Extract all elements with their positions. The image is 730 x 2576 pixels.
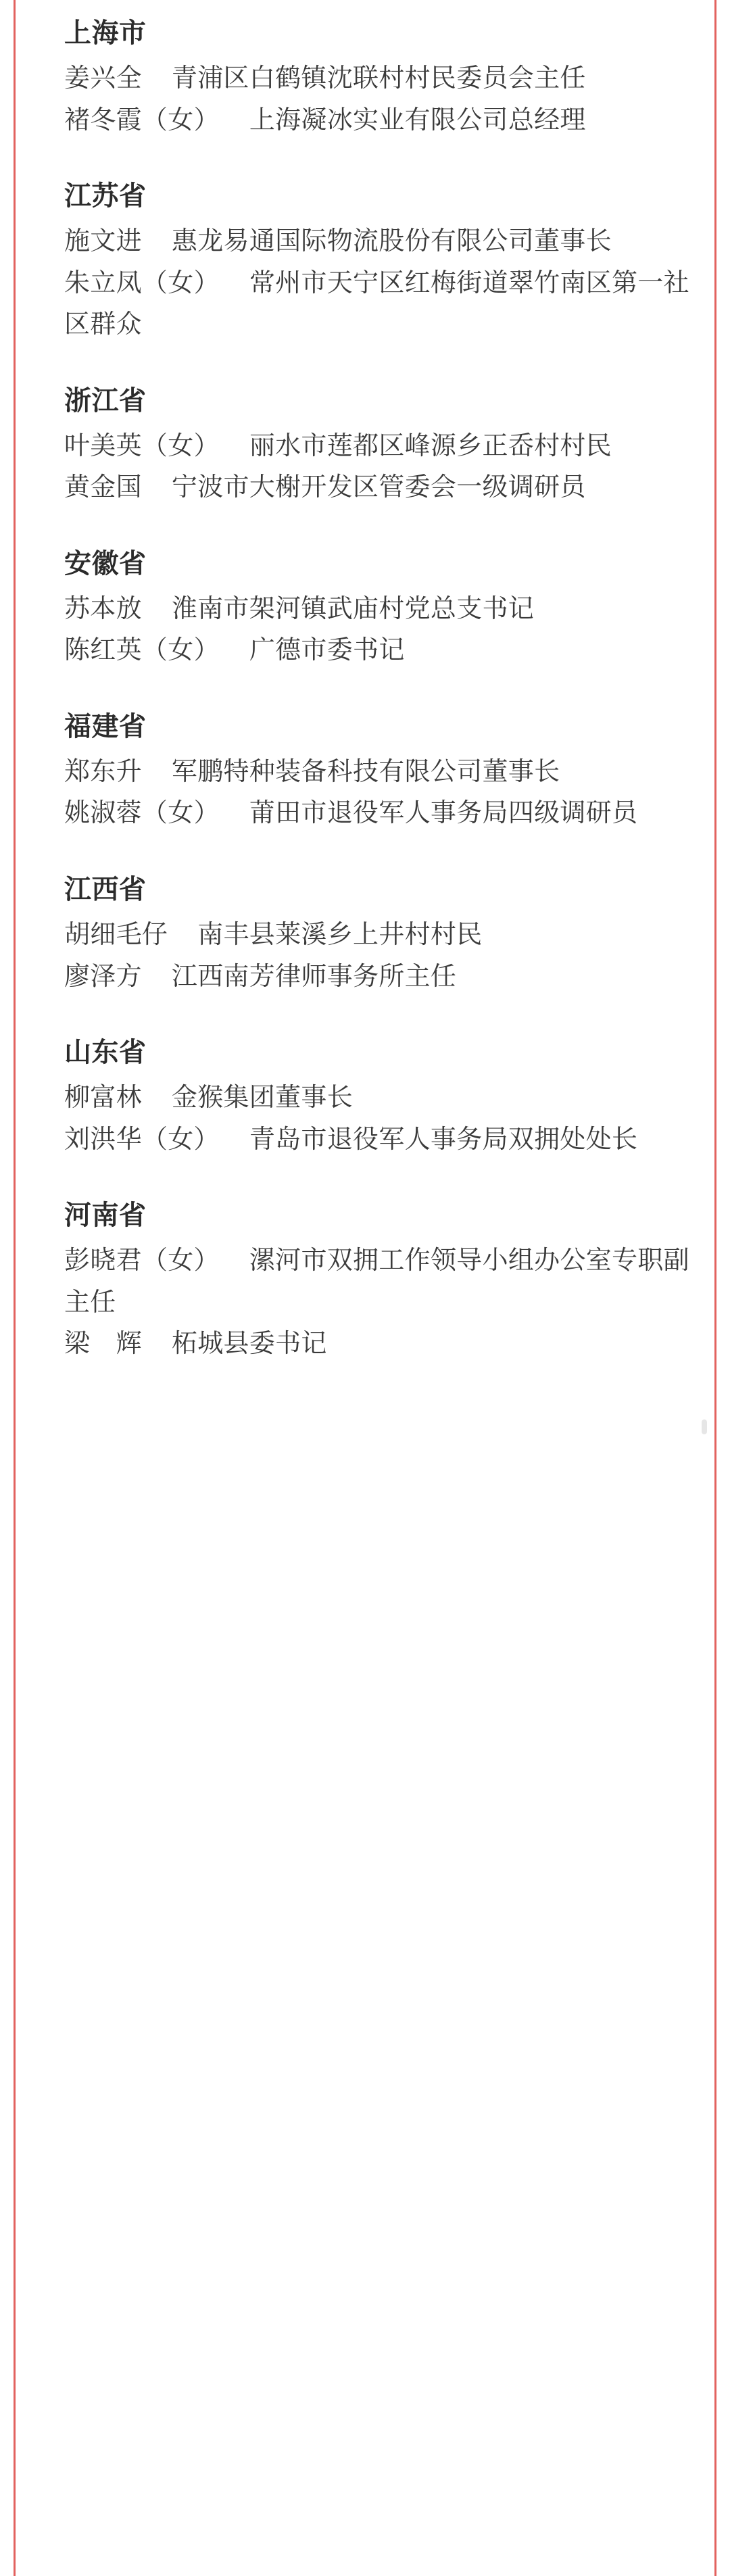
person-name: 叶美英（女） — [64, 431, 220, 460]
scrollbar-thumb[interactable] — [702, 1419, 707, 1434]
person-name: 柳富林 — [64, 1084, 142, 1113]
list-item — [64, 589, 689, 631]
person-name: 刘洪华（女） — [64, 1125, 220, 1154]
person-title: 莆田市退役军人事务局四级调研员 — [249, 799, 638, 828]
person-name: 苏本放 — [64, 594, 142, 623]
list-item — [64, 630, 689, 672]
person-title: 宁波市大榭开发区管委会一级调研员 — [171, 473, 586, 502]
person-name: 梁 辉 — [64, 1330, 142, 1359]
province-group — [64, 1197, 689, 1365]
person-title: 丽水市莲都区峰源乡正岙村村民 — [249, 431, 612, 460]
province-heading: 江苏省 — [64, 181, 147, 212]
person-name: 郑东升 — [64, 757, 142, 786]
province-heading: 上海市 — [64, 18, 147, 48]
list-item — [64, 263, 689, 346]
list-item — [64, 915, 689, 956]
list-item — [64, 100, 689, 142]
province-heading: 江西省 — [64, 875, 147, 905]
list-item — [64, 1119, 689, 1161]
person-title: 金猴集团董事长 — [171, 1084, 354, 1113]
person-title: 江西南芳律师事务所主任 — [171, 962, 457, 991]
list-item — [64, 1323, 689, 1365]
person-title: 上海凝冰实业有限公司总经理 — [249, 105, 586, 135]
province-heading: 安徽省 — [64, 548, 147, 579]
list-item — [64, 1077, 689, 1119]
list-item — [64, 221, 689, 263]
person-title: 常州市天宁区红梅街道翠竹南区第一社区群众 — [64, 268, 689, 339]
list-item — [64, 956, 689, 998]
person-title: 广德市委书记 — [249, 636, 405, 665]
province-group — [64, 1034, 689, 1161]
province-group — [64, 871, 689, 998]
person-name: 姜兴全 — [64, 64, 142, 93]
list-item — [64, 1240, 689, 1323]
person-title: 柘城县委书记 — [171, 1330, 327, 1359]
person-name: 陈红英（女） — [64, 636, 220, 665]
right-red-rule — [714, 0, 716, 2576]
person-title: 军鹏特种装备科技有限公司董事长 — [171, 757, 560, 786]
province-heading: 河南省 — [64, 1200, 147, 1231]
person-name: 姚淑蓉（女） — [64, 799, 220, 828]
list-item — [64, 58, 689, 100]
province-heading: 浙江省 — [64, 385, 147, 416]
person-title: 漯河市双拥工作领导小组办公室专职副主任 — [64, 1246, 689, 1317]
province-heading: 山东省 — [64, 1038, 147, 1068]
province-group — [64, 708, 689, 835]
person-name: 彭晓君（女） — [64, 1246, 220, 1275]
person-name: 施文进 — [64, 227, 142, 256]
province-group — [64, 178, 689, 346]
person-title: 惠龙易通国际物流股份有限公司董事长 — [171, 227, 612, 256]
list-item — [64, 752, 689, 794]
list-item — [64, 426, 689, 468]
province-group — [64, 545, 689, 672]
person-name: 朱立凤（女） — [64, 268, 220, 297]
person-title: 青浦区白鹤镇沈联村村民委员会主任 — [171, 64, 586, 93]
person-name: 褚冬霞（女） — [64, 105, 220, 135]
list-item — [64, 467, 689, 509]
person-name: 廖泽方 — [64, 962, 142, 991]
province-heading: 福建省 — [64, 711, 147, 742]
person-name: 胡细毛仔 — [64, 921, 168, 950]
person-title: 南丰县莱溪乡上井村村民 — [197, 921, 483, 950]
person-title: 淮南市架河镇武庙村党总支书记 — [171, 594, 535, 623]
person-name: 黄金国 — [64, 473, 142, 502]
left-red-rule — [14, 0, 16, 2576]
person-title: 青岛市退役军人事务局双拥处处长 — [249, 1125, 638, 1154]
document-content — [64, 0, 689, 1365]
list-item — [64, 793, 689, 835]
province-group — [64, 383, 689, 509]
province-group — [64, 15, 689, 141]
